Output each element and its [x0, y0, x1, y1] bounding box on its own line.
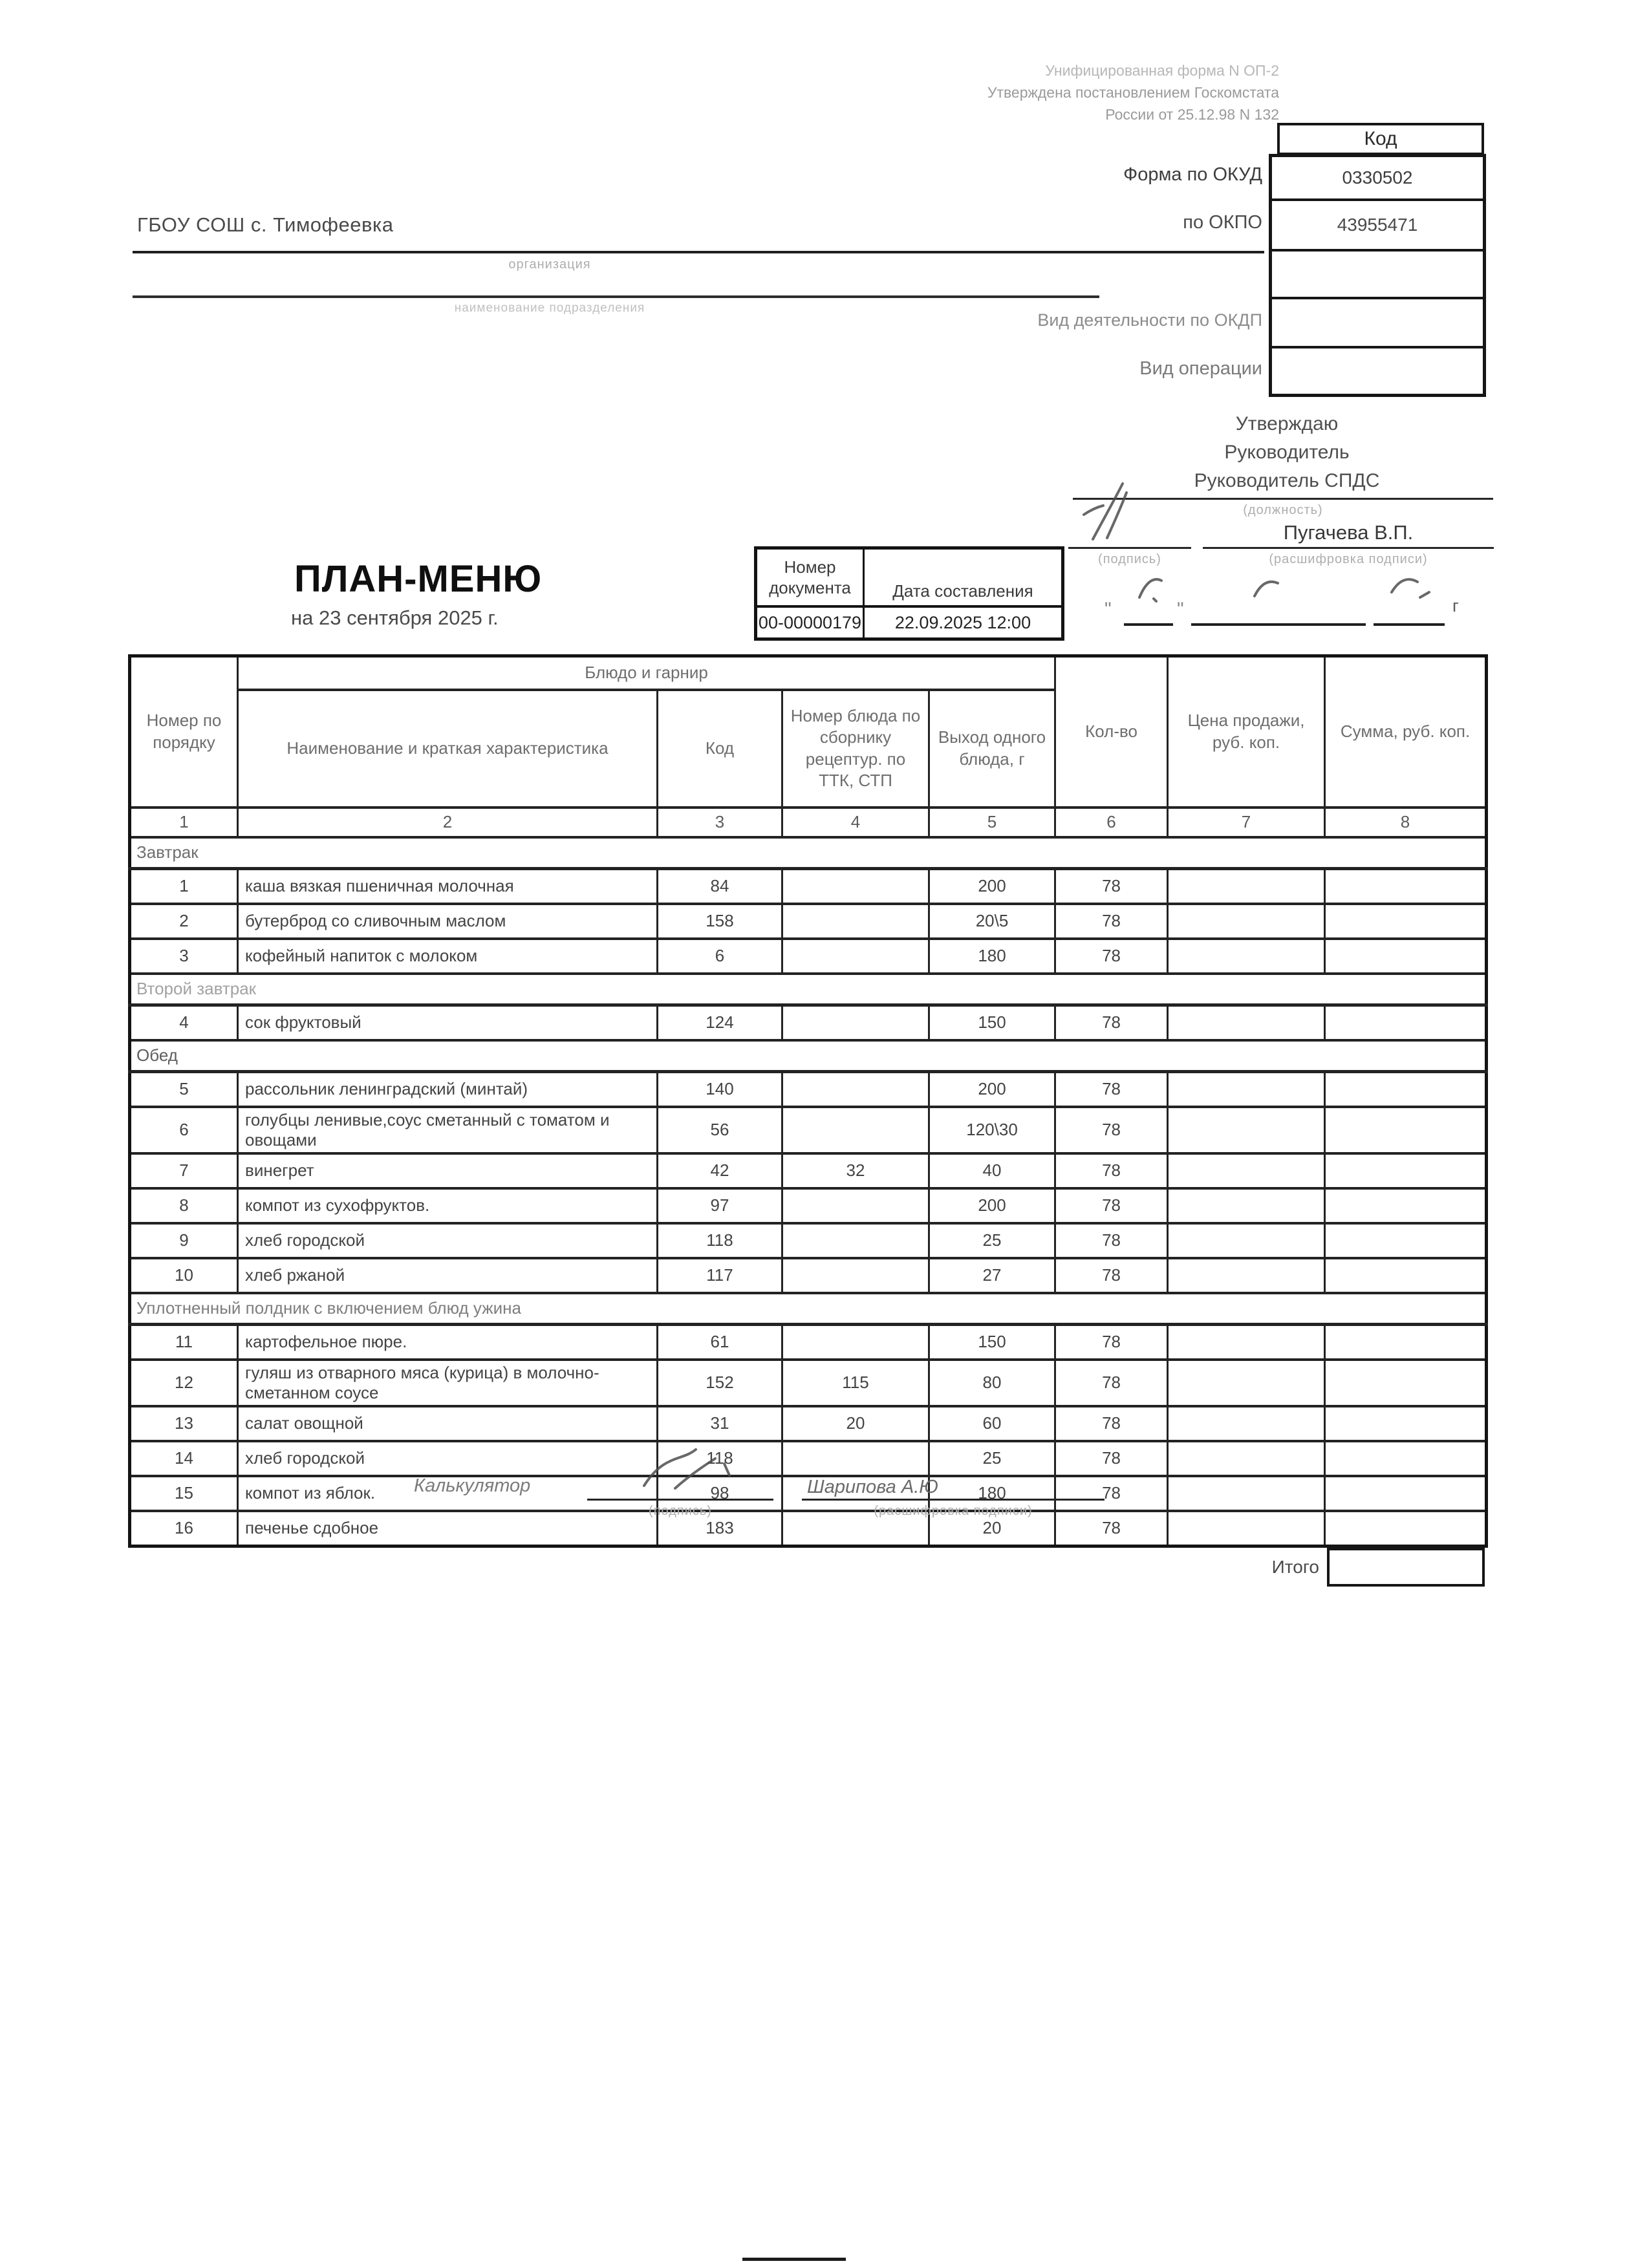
dish-price: [1168, 1406, 1325, 1441]
col-number: 2: [238, 808, 658, 837]
recipe-number: 20: [782, 1406, 929, 1441]
dish-price: [1168, 1107, 1325, 1153]
row-num: 15: [130, 1476, 238, 1511]
dish-sum: [1325, 1153, 1487, 1188]
recipe-number: [782, 1441, 929, 1476]
menu-row: [130, 1188, 1487, 1223]
dish-code: 117: [658, 1258, 782, 1293]
form-note-line: Утверждена постановлением Госкомстата: [987, 84, 1279, 101]
dish-output: 180: [929, 1476, 1055, 1511]
date-quote-open: ": [1105, 599, 1112, 620]
doc-date-value: 22.09.2025 12:00: [894, 612, 1031, 632]
dish-qty: 78: [1055, 1406, 1168, 1441]
dish-price: [1168, 1071, 1325, 1107]
operation-label: Вид операции: [1139, 358, 1262, 379]
dish-qty: 78: [1055, 868, 1168, 904]
recipe-number: [782, 1188, 929, 1223]
dish-code: 61: [658, 1324, 782, 1360]
dish-output: 120\30: [929, 1107, 1055, 1153]
page-title: ПЛАН-МЕНЮ: [294, 558, 543, 600]
name-caption: (расшифровка подписи): [1269, 552, 1428, 566]
row-num: 12: [130, 1360, 238, 1406]
dish-name: рассольник ленинградский (минтай): [238, 1071, 658, 1107]
row-num: 7: [130, 1153, 238, 1188]
row-num: 14: [130, 1441, 238, 1476]
dish-output: 200: [929, 1071, 1055, 1107]
row-num: 16: [130, 1511, 238, 1546]
dish-code: 140: [658, 1071, 782, 1107]
dish-qty: 78: [1055, 1360, 1168, 1406]
col-header-output: Выход одного блюда, г: [929, 690, 1055, 808]
dish-price: [1168, 1441, 1325, 1476]
calculator-role-label: Калькулятор: [414, 1475, 531, 1496]
form-note-line: России от 25.12.98 N 132: [1105, 106, 1279, 123]
dish-code: 84: [658, 868, 782, 904]
menu-row: [130, 939, 1487, 974]
dish-output: 200: [929, 1188, 1055, 1223]
calculator-name: Шарипова А.Ю: [807, 1477, 938, 1497]
col-header-qty: Кол-во: [1055, 656, 1168, 808]
menu-row: [130, 868, 1487, 904]
dish-sum: [1325, 1324, 1487, 1360]
dish-output: 200: [929, 868, 1055, 904]
menu-row: [130, 1360, 1487, 1406]
recipe-number: [782, 1107, 929, 1153]
row-num: 10: [130, 1258, 238, 1293]
dish-sum: [1325, 1223, 1487, 1258]
dish-name: каша вязкая пшеничная молочная: [238, 868, 658, 904]
dish-name: кофейный напиток с молоком: [238, 939, 658, 974]
recipe-number: [782, 1071, 929, 1107]
menu-row: [130, 1441, 1487, 1476]
dish-qty: 78: [1055, 1441, 1168, 1476]
dish-code: 158: [658, 904, 782, 939]
dish-qty: 78: [1055, 1188, 1168, 1223]
dish-output: 60: [929, 1406, 1055, 1441]
dish-price: [1168, 1476, 1325, 1511]
calculator-name-caption: (расшифровка подписи): [874, 1504, 1033, 1518]
row-num: 2: [130, 904, 238, 939]
dish-code: 56: [658, 1107, 782, 1153]
dish-output: 80: [929, 1360, 1055, 1406]
dish-name: сок фруктовый: [238, 1005, 658, 1040]
dish-sum: [1325, 939, 1487, 974]
document-meta-box: [754, 546, 1064, 641]
dish-sum: [1325, 1476, 1487, 1511]
sign-caption: (подпись): [1098, 552, 1161, 566]
dish-price: [1168, 1223, 1325, 1258]
recipe-number: 115: [782, 1360, 929, 1406]
dish-name: голубцы ленивые,соус сметанный с томатом и овощами: [238, 1107, 658, 1153]
dish-qty: 78: [1055, 1324, 1168, 1360]
dish-qty: 78: [1055, 1511, 1168, 1546]
empty-code-cell: [1272, 249, 1483, 297]
dish-code: 118: [658, 1441, 782, 1476]
recipe-number: 32: [782, 1153, 929, 1188]
dish-code: 124: [658, 1005, 782, 1040]
menu-row: [130, 1071, 1487, 1107]
dish-price: [1168, 1360, 1325, 1406]
col-number: 7: [1168, 808, 1325, 837]
col-header-price: Цена продажи, руб. коп.: [1168, 656, 1325, 808]
dish-sum: [1325, 1406, 1487, 1441]
dish-code: 118: [658, 1223, 782, 1258]
dish-code: 98: [658, 1476, 782, 1511]
dish-sum: [1325, 1188, 1487, 1223]
dish-qty: 78: [1055, 1005, 1168, 1040]
okud-label: Форма по ОКУД: [1123, 164, 1262, 185]
col-number: 6: [1055, 808, 1168, 837]
calculator-name-line: [802, 1475, 1105, 1501]
dish-qty: 78: [1055, 1258, 1168, 1293]
dish-output: 40: [929, 1153, 1055, 1188]
totals-row: [128, 1548, 1485, 1587]
approver-name-line: [1203, 525, 1494, 549]
row-num: 5: [130, 1071, 238, 1107]
dish-name: гуляш из отварного мяса (курица) в молочно-сметанном соусе: [238, 1360, 658, 1406]
dish-name: хлеб городской: [238, 1223, 658, 1258]
organization-line: [133, 228, 1264, 253]
col-header-code: Код: [658, 690, 782, 808]
dish-qty: 78: [1055, 1153, 1168, 1188]
dish-output: 25: [929, 1441, 1055, 1476]
dish-price: [1168, 904, 1325, 939]
dish-qty: 78: [1055, 1071, 1168, 1107]
col-header-sum: Сумма, руб. коп.: [1325, 656, 1487, 808]
dish-output: 180: [929, 939, 1055, 974]
col-number: 1: [130, 808, 238, 837]
okpo-label: по ОКПО: [1183, 212, 1262, 233]
dish-code: 42: [658, 1153, 782, 1188]
menu-row: [130, 904, 1487, 939]
menu-row: [130, 1107, 1487, 1153]
row-num: 9: [130, 1223, 238, 1258]
dish-output: 27: [929, 1258, 1055, 1293]
col-number: 8: [1325, 808, 1487, 837]
row-num: 8: [130, 1188, 238, 1223]
unit-line: [133, 272, 1099, 298]
dish-output: 20\5: [929, 904, 1055, 939]
menu-row: [130, 1406, 1487, 1441]
okpo-value: 43955471: [1272, 198, 1483, 249]
dish-sum: [1325, 1005, 1487, 1040]
date-handwriting-marks: [1099, 560, 1461, 605]
dish-name: хлеб городской: [238, 1441, 658, 1476]
operation-value: [1272, 346, 1483, 394]
col-header-name: Наименование и краткая характеристика: [238, 690, 658, 808]
dish-code: 152: [658, 1360, 782, 1406]
menu-table: [128, 654, 1488, 1548]
col-header-num: Номер по порядку: [130, 656, 238, 808]
dish-output: 150: [929, 1005, 1055, 1040]
doc-date-label: Дата составления: [865, 550, 1061, 608]
dish-price: [1168, 1324, 1325, 1360]
dish-sum: [1325, 904, 1487, 939]
doc-number-label: Номер документа: [757, 550, 865, 608]
dish-code: 31: [658, 1406, 782, 1441]
total-value-box: [1327, 1548, 1485, 1587]
dish-qty: 78: [1055, 939, 1168, 974]
dish-qty: 78: [1055, 1107, 1168, 1153]
dish-code: 6: [658, 939, 782, 974]
row-num: 3: [130, 939, 238, 974]
dish-output: 150: [929, 1324, 1055, 1360]
dish-name: хлеб ржаной: [238, 1258, 658, 1293]
organization-caption: организация: [508, 257, 591, 272]
dish-name: компот из яблок.: [238, 1476, 658, 1511]
menu-row: [130, 1258, 1487, 1293]
dish-price: [1168, 939, 1325, 974]
row-num: 1: [130, 868, 238, 904]
row-num: 11: [130, 1324, 238, 1360]
doc-number-value: 00-00000179: [757, 608, 865, 637]
dish-name: бутерброд со сливочным маслом: [238, 904, 658, 939]
dish-price: [1168, 1005, 1325, 1040]
dish-name: компот из сухофруктов.: [238, 1188, 658, 1223]
col-group-header: Блюдо и гарнир: [238, 656, 1055, 690]
okdp-value: [1272, 297, 1483, 346]
dish-sum: [1325, 868, 1487, 904]
dish-sum: [1325, 1511, 1487, 1546]
code-box: [1269, 154, 1486, 397]
row-num: 6: [130, 1107, 238, 1153]
section-header: Обед: [130, 1040, 1487, 1072]
col-number: 3: [658, 808, 782, 837]
recipe-number: [782, 904, 929, 939]
dish-price: [1168, 1511, 1325, 1546]
calculator-sign-line: [587, 1475, 773, 1501]
row-num: 4: [130, 1005, 238, 1040]
dish-output: 20: [929, 1511, 1055, 1546]
col-number: 4: [782, 808, 929, 837]
section-header: Завтрак: [130, 837, 1487, 869]
section-header: Уплотненный полдник с включением блюд ужина: [130, 1293, 1487, 1325]
recipe-number: [782, 1258, 929, 1293]
recipe-number: [782, 868, 929, 904]
menu-row: [130, 1005, 1487, 1040]
menu-table-wrap: [128, 654, 1485, 1587]
dish-sum: [1325, 1441, 1487, 1476]
dish-qty: 78: [1055, 904, 1168, 939]
approver-sign-line: [1068, 525, 1191, 549]
dish-name: картофельное пюре.: [238, 1324, 658, 1360]
dish-output: 25: [929, 1223, 1055, 1258]
dish-price: [1168, 868, 1325, 904]
menu-row: [130, 1223, 1487, 1258]
calculator-sign-caption: (подпись): [649, 1504, 712, 1518]
total-label: Итого: [1271, 1556, 1319, 1577]
date-year-suffix: г: [1452, 596, 1459, 615]
dish-qty: 78: [1055, 1223, 1168, 1258]
col-number: 5: [929, 808, 1055, 837]
recipe-number: [782, 939, 929, 974]
approver-name: Пугачева В.П.: [1283, 521, 1414, 544]
menu-row: [130, 1324, 1487, 1360]
dish-name: печенье сдобное: [238, 1511, 658, 1546]
dish-sum: [1325, 1071, 1487, 1107]
dish-price: [1168, 1258, 1325, 1293]
okud-value: 0330502: [1342, 167, 1413, 187]
dish-price: [1168, 1188, 1325, 1223]
unit-caption: наименование подразделения: [454, 301, 645, 315]
dish-sum: [1325, 1360, 1487, 1406]
approver-position-generic: Руководитель: [1224, 442, 1350, 463]
dish-sum: [1325, 1107, 1487, 1153]
row-num: 13: [130, 1406, 238, 1441]
approve-word: Утверждаю: [1235, 413, 1339, 434]
form-note-line: Унифицированная форма N ОП-2: [1045, 62, 1279, 79]
dish-name: салат овощной: [238, 1406, 658, 1441]
organization-name: ГБОУ СОШ с. Тимофеевка: [137, 213, 394, 236]
dish-price: [1168, 1153, 1325, 1188]
dish-qty: 78: [1055, 1476, 1168, 1511]
recipe-number: [782, 1324, 929, 1360]
dish-name: винегрет: [238, 1153, 658, 1188]
page-subtitle: на 23 сентября 2025 г.: [291, 606, 499, 629]
okdp-label: Вид деятельности по ОКДП: [1037, 310, 1262, 330]
form-regulation-note: [776, 59, 1279, 125]
date-quote-close: ": [1177, 599, 1184, 620]
dish-sum: [1325, 1258, 1487, 1293]
menu-table-body: [130, 837, 1487, 1546]
section-header: Второй завтрак: [130, 974, 1487, 1005]
recipe-number: [782, 1005, 929, 1040]
code-box-header: Код: [1277, 123, 1484, 155]
recipe-number: [782, 1223, 929, 1258]
dish-code: 97: [658, 1188, 782, 1223]
scan-artifact-line: [742, 2258, 846, 2261]
menu-row: [130, 1153, 1487, 1188]
col-header-recipe: Номер блюда по сборнику рецептур. по ТТК, СТП: [782, 690, 929, 808]
approver-position: Руководитель СПДС: [1194, 470, 1380, 491]
position-caption: (должность): [1243, 503, 1323, 517]
dish-code: 183: [658, 1511, 782, 1546]
